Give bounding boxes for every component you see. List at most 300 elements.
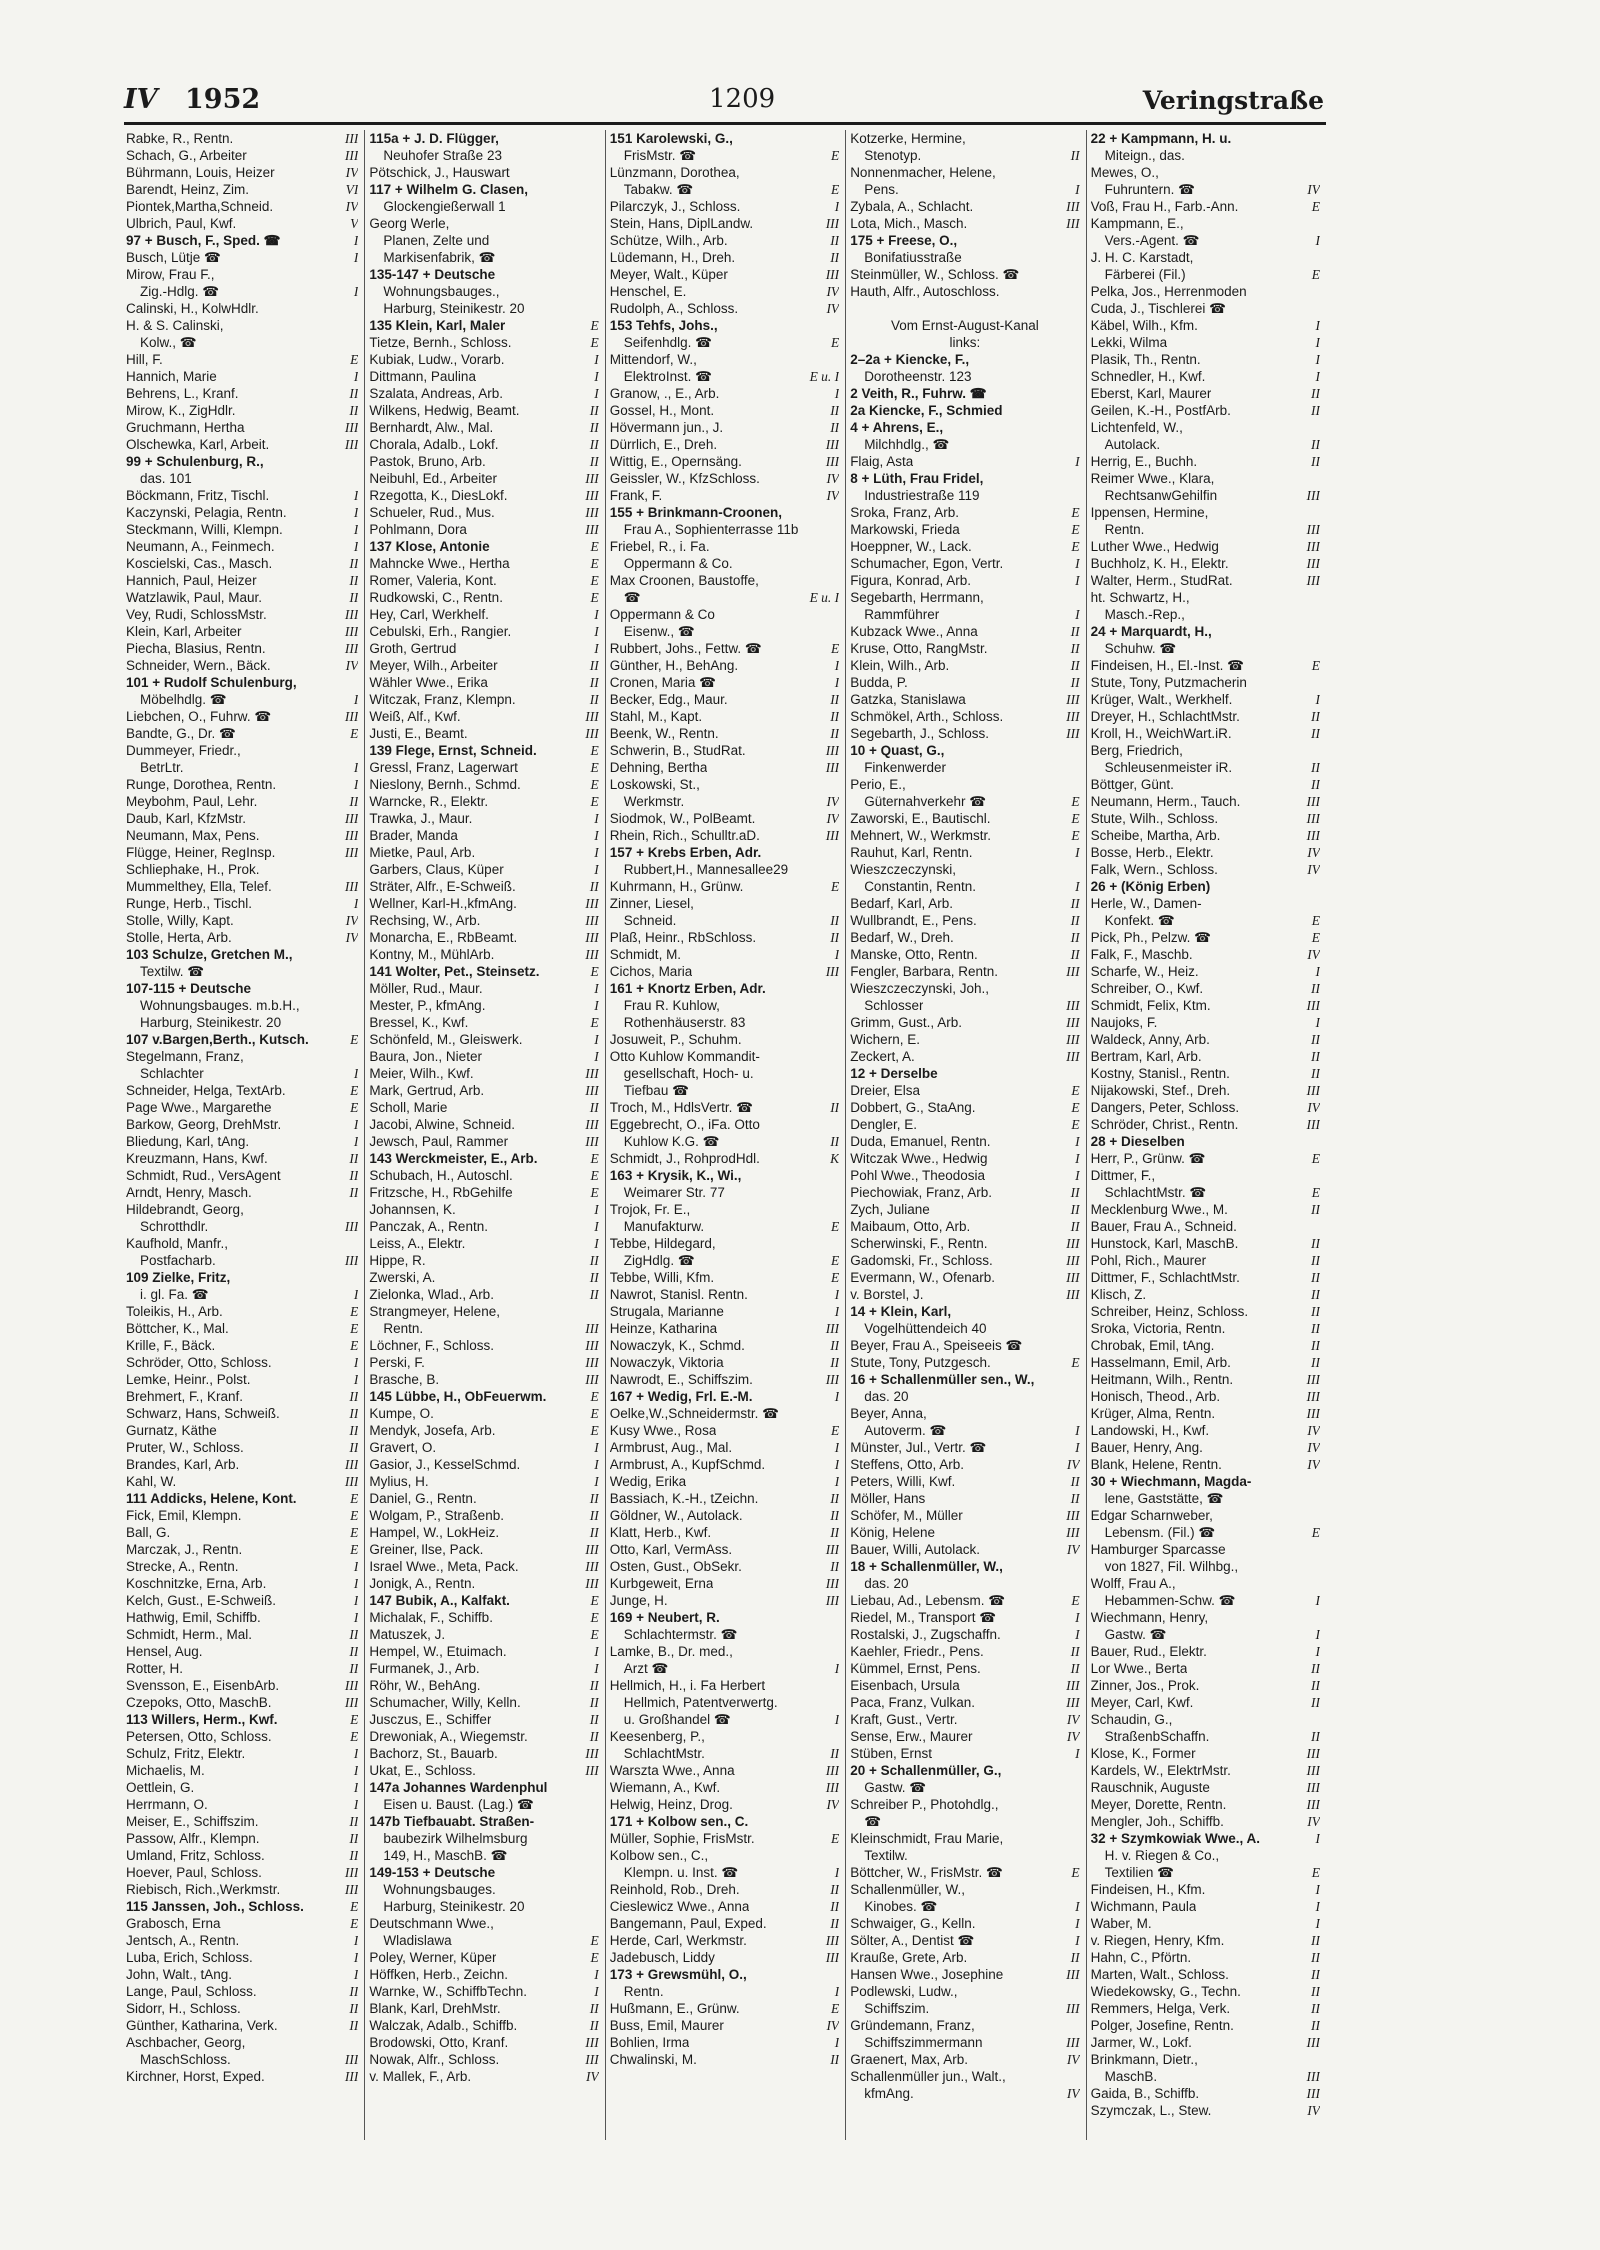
entry-text: 115a + J. D. Flügger,: [369, 131, 499, 146]
floor-marker: IV: [345, 930, 359, 945]
directory-entry: [126, 1099, 358, 1116]
entry-text: Lor Wwe., Berta: [1090, 1661, 1188, 1676]
entry-text: Manufakturw.: [623, 1219, 705, 1234]
directory-entry: [610, 1813, 839, 1830]
directory-entry: [369, 1711, 598, 1728]
floor-marker: II: [830, 1882, 840, 1897]
entry-text: Dittmann, Paulina: [369, 369, 476, 384]
entry-text: 4 + Ahrens, E.,: [850, 420, 944, 435]
directory-entry: [126, 1133, 358, 1150]
directory-entry: [369, 130, 598, 147]
floor-marker: I: [353, 1610, 359, 1625]
entry-text: Israel Wwe., Meta, Pack.: [369, 1559, 519, 1574]
floor-marker: III: [585, 1066, 599, 1081]
directory-entry: [850, 419, 1079, 436]
entry-text: Honisch, Theod., Arb.: [1090, 1389, 1221, 1404]
floor-marker: IV: [1066, 1542, 1080, 1557]
entry-text: Mahncke Wwe., Hertha: [369, 556, 510, 571]
floor-marker: III: [1066, 1525, 1080, 1540]
directory-entry: [369, 487, 598, 504]
directory-entry: [850, 1150, 1079, 1167]
floor-marker: IV: [826, 284, 840, 299]
floor-marker: IV: [826, 301, 840, 316]
entry-text: Schliephake, H., Prok.: [126, 862, 260, 877]
entry-text: Walczak, Adalb., Schiffb.: [369, 2018, 518, 2033]
floor-marker: III: [344, 420, 359, 435]
floor-marker: I: [1315, 692, 1320, 707]
floor-marker: E: [830, 148, 840, 163]
entry-text: Meyer, Dorette, Rentn.: [1090, 1797, 1227, 1812]
floor-marker: E: [1311, 913, 1320, 928]
page-header: [124, 80, 1324, 122]
directory-entry: [1091, 708, 1320, 725]
directory-entry: [1091, 1660, 1320, 1677]
entry-text: Meybohm, Paul, Lehr.: [126, 794, 258, 809]
directory-entry: [126, 1303, 358, 1320]
floor-marker: E: [590, 1933, 599, 1948]
floor-marker: E: [830, 1423, 840, 1438]
floor-marker: III: [585, 1321, 599, 1336]
floor-marker: III: [825, 1321, 840, 1336]
floor-marker: E: [590, 777, 599, 792]
directory-entry: [850, 2085, 1079, 2102]
floor-marker: II: [349, 2001, 359, 2016]
entry-text: 16 + Schallenmüller sen., W.,: [850, 1372, 1035, 1387]
column-1: [124, 130, 364, 2140]
directory-entry: [850, 1762, 1079, 1779]
entry-text: Brodowski, Otto, Kranf.: [369, 2035, 509, 2050]
directory-entry: [850, 1575, 1079, 1592]
entry-text: Herrig, E., Buchh.: [1090, 454, 1198, 469]
entry-text: Dorotheenstr. 123: [864, 369, 972, 384]
entry-text: Runge, Dorothea, Rentn.: [126, 777, 277, 792]
floor-marker: II: [1310, 1304, 1320, 1319]
directory-entry: [369, 759, 598, 776]
floor-marker: E: [830, 2001, 840, 2016]
entry-text: Kusy Wwe., Rosa: [609, 1423, 717, 1438]
column-5: [1086, 130, 1326, 2140]
directory-entry: [1091, 1235, 1320, 1252]
floor-marker: III: [585, 471, 599, 486]
directory-entry: [126, 487, 358, 504]
floor-marker: I: [353, 896, 359, 911]
directory-entry: [610, 606, 839, 623]
directory-entry: [850, 1422, 1079, 1439]
floor-marker: I: [594, 369, 599, 384]
entry-text: Kaehler, Friedr., Pens.: [850, 1644, 984, 1659]
entry-text: Höffken, Herb., Zeichn.: [369, 1967, 508, 1982]
directory-entry: [369, 1456, 598, 1473]
entry-text: Zielonka, Wlad., Arb.: [369, 1287, 494, 1302]
directory-entry: [610, 1983, 839, 2000]
directory-entry: [610, 198, 839, 215]
floor-marker: III: [825, 1542, 840, 1557]
entry-text: Kuhlow K.G. ☎: [623, 1134, 720, 1149]
floor-marker: I: [353, 505, 359, 520]
directory-entry: [1091, 1201, 1320, 1218]
entry-text: Schneider, Helga, TextArb.: [126, 1083, 286, 1098]
entry-text: Pötschick, J., Hauswart: [369, 165, 510, 180]
floor-marker: III: [1306, 998, 1320, 1013]
entry-text: Lüdemann, H., Dreh.: [609, 250, 736, 265]
entry-text: Markisenfabrik, ☎: [383, 250, 496, 265]
entry-text: v. Riegen, Henry, Kfm.: [1090, 1933, 1225, 1948]
floor-marker: I: [594, 811, 599, 826]
entry-text: Brasche, B.: [369, 1372, 440, 1387]
directory-entry: [1091, 2102, 1320, 2119]
floor-marker: IV: [1307, 947, 1320, 962]
directory-entry: [369, 640, 598, 657]
floor-marker: II: [349, 1151, 359, 1166]
floor-marker: II: [1310, 1984, 1320, 1999]
directory-entry: [1091, 674, 1320, 691]
entry-text: Pelka, Jos., Herrenmoden: [1090, 284, 1247, 299]
floor-marker: IV: [1066, 1729, 1080, 1744]
entry-text: Mirow, Frau F.,: [126, 267, 215, 282]
entry-text: Friebel, R., i. Fa.: [609, 539, 710, 554]
directory-entry: [1091, 1932, 1320, 1949]
entry-text: Schwarz, Hans, Schweiß.: [126, 1406, 280, 1421]
directory-entry: [369, 351, 598, 368]
entry-text: Markowski, Frieda: [850, 522, 960, 537]
directory-entry: [369, 334, 598, 351]
floor-marker: I: [1075, 1440, 1080, 1455]
floor-marker: I: [834, 1474, 840, 1489]
entry-text: Tiefbau ☎: [623, 1083, 689, 1098]
directory-entry: [610, 470, 839, 487]
floor-marker: III: [585, 505, 599, 520]
entry-text: Zinner, Liesel,: [609, 896, 694, 911]
directory-entry: [1091, 402, 1320, 419]
entry-text: Wohnungsbauges. m.b.H.,: [140, 998, 300, 1013]
entry-text: Böttcher, K., Mal.: [126, 1321, 229, 1336]
entry-text: Umland, Fritz, Schloss.: [126, 1848, 265, 1863]
entry-text: Meyer, Carl, Kwf.: [1090, 1695, 1194, 1710]
directory-entry: [369, 385, 598, 402]
directory-entry: [610, 1286, 839, 1303]
floor-marker: III: [1066, 1236, 1080, 1251]
directory-entry: [850, 623, 1079, 640]
floor-marker: III: [585, 913, 599, 928]
floor-marker: III: [344, 641, 359, 656]
entry-text: Wullbrandt, E., Pens.: [850, 913, 977, 928]
directory-entry: [1091, 1065, 1320, 1082]
directory-entry: [369, 1558, 598, 1575]
entry-text: Piontek,Martha,Schneid.: [126, 199, 274, 214]
entry-text: Schlachter: [140, 1066, 204, 1081]
entry-text: Kirchner, Horst, Exped.: [126, 2069, 265, 2084]
floor-marker: IV: [826, 794, 840, 809]
floor-marker: II: [349, 1644, 359, 1659]
floor-marker: IV: [345, 913, 359, 928]
directory-entry: [610, 1337, 839, 1354]
entry-text: Stenotyp.: [864, 148, 922, 163]
entry-text: Meyer, Wilh., Arbeiter: [369, 658, 498, 673]
floor-marker: E: [590, 1185, 599, 1200]
directory-entry: [610, 827, 839, 844]
directory-entry: [1091, 1609, 1320, 1626]
entry-text: Trawka, J., Maur.: [369, 811, 473, 826]
floor-marker: III: [344, 131, 359, 146]
entry-text: Gruchmann, Hertha: [126, 420, 245, 435]
directory-entry: [610, 1354, 839, 1371]
entry-text: Bauer, Frau A., Schneid.: [1090, 1219, 1237, 1234]
entry-text: Nieslony, Bernh., Schmd.: [369, 777, 521, 792]
directory-entry: [369, 742, 598, 759]
floor-marker: I: [834, 1304, 840, 1319]
entry-text: John, Walt., tAng.: [126, 1967, 233, 1982]
directory-entry: [610, 1456, 839, 1473]
floor-marker: E: [1071, 1100, 1080, 1115]
directory-entry: [610, 1218, 839, 1235]
floor-marker: I: [1315, 1916, 1320, 1931]
entry-text: ht. Schwartz, H.,: [1090, 590, 1190, 605]
directory-entry: [1091, 725, 1320, 742]
directory-entry: [1091, 453, 1320, 470]
directory-entry: [610, 759, 839, 776]
floor-marker: I: [834, 386, 840, 401]
directory-entry: [610, 215, 839, 232]
entry-text: Wähler Wwe., Erika: [369, 675, 488, 690]
directory-entry: [610, 1660, 839, 1677]
directory-entry: [1091, 640, 1320, 657]
entry-text: Sträter, Alfr., E-Schweiß.: [369, 879, 516, 894]
entry-text: das. 20: [864, 1576, 909, 1591]
directory-entry: [1091, 606, 1320, 623]
entry-text: Hill, F.: [126, 352, 163, 367]
directory-entry: [610, 1592, 839, 1609]
directory-entry: [1091, 1286, 1320, 1303]
entry-text: 135 Klein, Karl, Maler: [369, 318, 506, 333]
floor-marker: III: [1066, 2001, 1080, 2016]
directory-entry: [126, 912, 358, 929]
directory-entry: [369, 1966, 598, 1983]
entry-text: Segebarth, J., Schloss.: [850, 726, 990, 741]
entry-text: Bauer, Willi, Autolack.: [850, 1542, 980, 1557]
floor-marker: III: [1306, 539, 1320, 554]
floor-marker: E: [830, 335, 840, 350]
entry-text: Arndt, Henry, Masch.: [126, 1185, 252, 1200]
entry-text: Groth, Gertrud: [369, 641, 457, 656]
entry-text: MaschSchloss.: [140, 2052, 231, 2067]
entry-text: das. 101: [140, 471, 192, 486]
directory-entry: [610, 997, 839, 1014]
entry-text: Eggebrecht, O., iFa. Otto: [609, 1117, 760, 1132]
directory-entry: [369, 1303, 598, 1320]
directory-entry: [126, 249, 358, 266]
directory-entry: [126, 810, 358, 827]
directory-entry: [1091, 1031, 1320, 1048]
directory-entry: [610, 181, 839, 198]
directory-entry: [126, 827, 358, 844]
entry-text: Lemke, Heinr., Polst.: [126, 1372, 251, 1387]
floor-marker: I: [353, 233, 359, 248]
floor-marker: III: [344, 1253, 359, 1268]
directory-entry: [126, 963, 358, 980]
entry-text: Kampmann, E.,: [1090, 216, 1184, 231]
floor-marker: III: [1066, 199, 1080, 214]
floor-marker: II: [1070, 913, 1080, 928]
entry-text: Eberst, Karl, Maurer: [1090, 386, 1212, 401]
directory-entry: [126, 878, 358, 895]
directory-entry: [610, 691, 839, 708]
floor-marker: IV: [1307, 1423, 1320, 1438]
directory-entry: [126, 1694, 358, 1711]
entry-text: Eisenbach, Ursula: [850, 1678, 960, 1693]
directory-entry: [369, 164, 598, 181]
floor-marker: I: [834, 1865, 840, 1880]
floor-marker: E: [350, 1083, 359, 1098]
floor-marker: IV: [586, 2069, 599, 2084]
entry-text: Textilw. ☎: [140, 964, 205, 979]
entry-text: H. v. Riegen & Co.,: [1104, 1848, 1220, 1863]
entry-text: Stute, Tony, Putzmacherin: [1090, 675, 1247, 690]
directory-entry: [1091, 2000, 1320, 2017]
directory-entry: [369, 946, 598, 963]
directory-entry: [369, 776, 598, 793]
directory-entry: [126, 708, 358, 725]
entry-text: Schwaiger, G., Kelln.: [850, 1916, 976, 1931]
directory-entry: [369, 504, 598, 521]
directory-entry: [610, 555, 839, 572]
entry-text: Warszta Wwe., Anna: [609, 1763, 735, 1778]
floor-marker: III: [585, 726, 599, 741]
directory-entry: [610, 2017, 839, 2034]
directory-entry: [850, 1660, 1079, 1677]
directory-entry: [126, 2017, 358, 2034]
directory-entry: [369, 980, 598, 997]
entry-text: Panczak, A., Rentn.: [369, 1219, 488, 1234]
entry-text: Plaß, Heinr., RbSchloss.: [609, 930, 757, 945]
floor-marker: I: [1075, 1899, 1080, 1914]
floor-marker: II: [349, 1423, 359, 1438]
entry-text: Scheibe, Martha, Arb.: [1090, 828, 1221, 843]
floor-marker: II: [1310, 386, 1320, 401]
entry-text: baubezirk Wilhelmsburg: [383, 1831, 528, 1846]
floor-marker: II: [589, 1270, 599, 1285]
entry-text: 99 + Schulenburg, R.,: [126, 454, 264, 469]
entry-text: Stolle, Herta, Arb.: [126, 930, 232, 945]
directory-entry: [126, 657, 358, 674]
directory-entry: [369, 2000, 598, 2017]
directory-entry: [126, 1932, 358, 1949]
floor-marker: I: [353, 1117, 359, 1132]
entry-text: Mehnert, W., Werkmstr.: [850, 828, 991, 843]
directory-entry: [1091, 1745, 1320, 1762]
directory-entry: [850, 1915, 1079, 1932]
directory-entry: [126, 555, 358, 572]
directory-entry: [126, 1609, 358, 1626]
floor-marker: I: [594, 1984, 599, 1999]
directory-entry: [369, 623, 598, 640]
floor-marker: III: [1066, 1253, 1080, 1268]
directory-entry: [369, 1524, 598, 1541]
entry-text: Rentn.: [1104, 522, 1145, 537]
floor-marker: I: [1315, 1627, 1320, 1642]
floor-marker: II: [1070, 1202, 1080, 1217]
directory-entry: [610, 1507, 839, 1524]
directory-entry: [1091, 555, 1320, 572]
directory-entry: [126, 1643, 358, 1660]
floor-marker: I: [353, 1746, 359, 1761]
floor-marker: III: [1066, 1678, 1080, 1693]
entry-text: Landowski, H., Kwf.: [1090, 1423, 1210, 1438]
entry-text: SchlachtMstr.: [623, 1746, 705, 1761]
entry-text: Klempn. u. Inst. ☎: [623, 1865, 739, 1880]
entry-text: Budda, P.: [850, 675, 908, 690]
directory-entry: [850, 266, 1079, 283]
directory-entry: [850, 249, 1079, 266]
floor-marker: I: [1315, 335, 1320, 350]
directory-entry: [1091, 861, 1320, 878]
directory-entry: [850, 504, 1079, 521]
entry-text: Troch, M., HdlsVertr. ☎: [609, 1100, 753, 1115]
floor-marker: II: [1310, 1967, 1320, 1982]
directory-entry: [369, 1422, 598, 1439]
directory-entry: [369, 198, 598, 215]
entry-text: Möller, Hans: [850, 1491, 926, 1506]
directory-entry: [126, 1354, 358, 1371]
floor-marker: I: [594, 862, 599, 877]
directory-entry: [126, 504, 358, 521]
entry-text: 163 + Krysik, K., Wi.,: [609, 1168, 742, 1183]
floor-marker: III: [1306, 811, 1320, 826]
directory-entry: [610, 895, 839, 912]
entry-text: Neumann, Herm., Tauch.: [1090, 794, 1241, 809]
floor-marker: I: [1075, 607, 1080, 622]
directory-entry: [850, 1745, 1079, 1762]
entry-text: Wolff, Frau A.,: [1090, 1576, 1176, 1591]
entry-text: Reimer Wwe., Klara,: [1090, 471, 1215, 486]
directory-entry: [610, 1031, 839, 1048]
floor-marker: E: [830, 1270, 840, 1285]
floor-marker: II: [1070, 1950, 1080, 1965]
entry-text: Planen, Zelte und: [383, 233, 490, 248]
floor-marker: III: [1306, 2069, 1320, 2084]
floor-marker: E: [1311, 267, 1320, 282]
entry-text: Hathwig, Emil, Schiffb.: [126, 1610, 261, 1625]
entry-text: Geissler, W., KfzSchloss.: [609, 471, 760, 486]
floor-marker: II: [1310, 1066, 1320, 1081]
entry-text: Mester, P., kfmAng.: [369, 998, 486, 1013]
entry-text: Zeckert, A.: [850, 1049, 915, 1064]
entry-text: Pastok, Bruno, Arb.: [369, 454, 486, 469]
directory-entry: [369, 1252, 598, 1269]
directory-entry: [610, 623, 839, 640]
floor-marker: IV: [1307, 1440, 1320, 1455]
floor-marker: II: [830, 403, 840, 418]
entry-text: SchlachtMstr. ☎: [1104, 1185, 1207, 1200]
entry-text: Maibaum, Otto, Arb.: [850, 1219, 971, 1234]
entry-text: 161 + Knortz Erben, Adr.: [609, 981, 766, 996]
floor-marker: III: [585, 1559, 599, 1574]
directory-entry: [369, 1184, 598, 1201]
entry-text: Hannich, Marie: [126, 369, 217, 384]
floor-marker: III: [825, 1780, 840, 1795]
directory-entry: [1091, 232, 1320, 249]
entry-text: Voß, Frau H., Farb.-Ann.: [1090, 199, 1239, 214]
entry-text: Dreier, Elsa: [850, 1083, 920, 1098]
floor-marker: III: [585, 488, 599, 503]
directory-entry: [126, 521, 358, 538]
directory-entry: [1091, 1626, 1320, 1643]
entry-text: 18 + Schallenmüller, W.,: [850, 1559, 1003, 1574]
entry-text: Stüben, Ernst: [850, 1746, 932, 1761]
floor-marker: III: [1306, 1780, 1320, 1795]
entry-text: Kumpe, O.: [369, 1406, 434, 1421]
floor-marker: I: [834, 1440, 840, 1455]
entry-text: Pohlmann, Dora: [369, 522, 467, 537]
